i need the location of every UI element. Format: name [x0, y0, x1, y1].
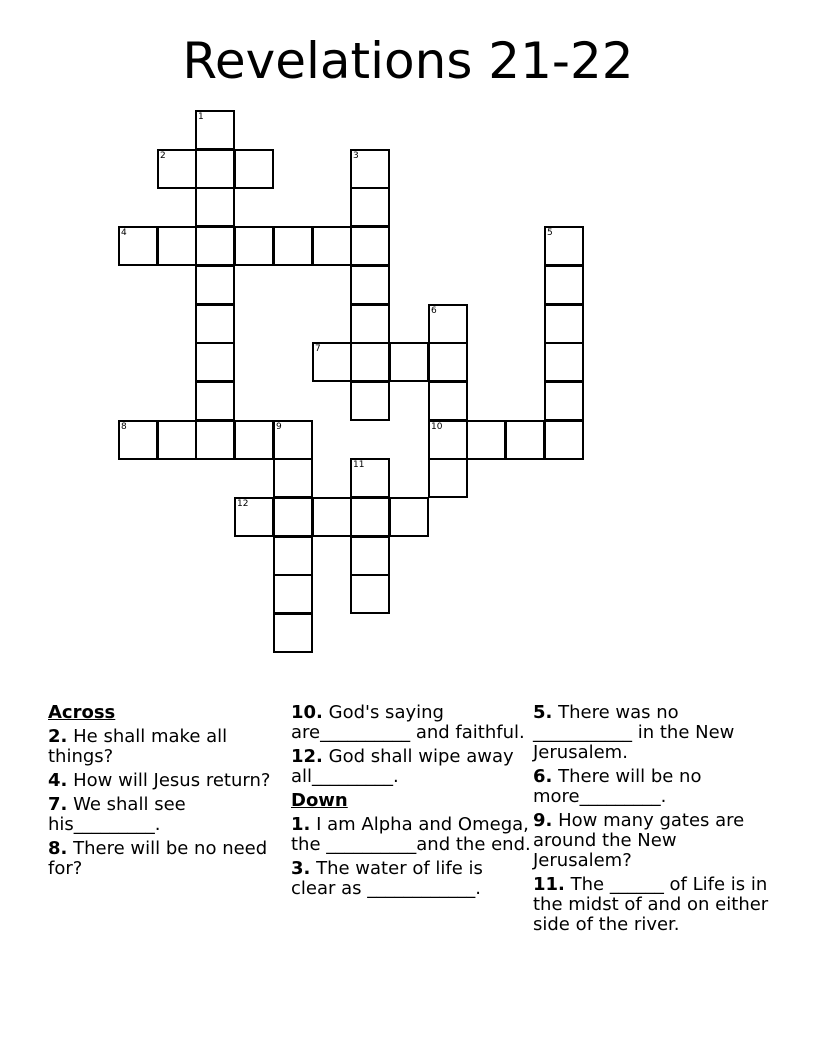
- clue-item-number: 11.: [533, 874, 565, 895]
- across-clues-list: [48, 727, 288, 879]
- grid-cell[interactable]: [544, 304, 584, 344]
- down-heading: Down: [291, 790, 348, 811]
- grid-cell[interactable]: [273, 536, 313, 576]
- grid-cell[interactable]: [350, 265, 390, 305]
- grid-cell-2[interactable]: [157, 149, 197, 189]
- grid-cell[interactable]: [273, 497, 313, 537]
- grid-cell[interactable]: [195, 381, 235, 421]
- grid-cell[interactable]: [350, 304, 390, 344]
- grid-cell[interactable]: [428, 381, 468, 421]
- clue-item-number: 2.: [48, 726, 68, 747]
- grid-cell[interactable]: [350, 536, 390, 576]
- grid-cell[interactable]: [312, 497, 352, 537]
- clue-item-number: 5.: [533, 702, 553, 723]
- clue-item: [291, 703, 531, 743]
- clue-item: [533, 811, 773, 871]
- grid-cell-4[interactable]: [118, 226, 158, 266]
- clue-item: [291, 859, 531, 899]
- grid-cell[interactable]: [544, 342, 584, 382]
- grid-cell-1[interactable]: [195, 110, 235, 150]
- clue-item-text: There will be no need for?: [48, 838, 268, 879]
- grid-cell[interactable]: [195, 304, 235, 344]
- clues-column-2: [291, 703, 531, 903]
- clue-item-text: How many gates are around the New Jerusalem?: [533, 810, 745, 871]
- clue-item-text: The water of life is clear as ____________.: [291, 858, 483, 899]
- grid-cell[interactable]: [273, 574, 313, 614]
- clue-item: [533, 767, 773, 807]
- grid-cell[interactable]: [157, 420, 197, 460]
- grid-cell[interactable]: [505, 420, 545, 460]
- clue-item: [48, 795, 288, 835]
- grid-cell[interactable]: [428, 458, 468, 498]
- clue-number: 2: [160, 151, 166, 161]
- clue-item-number: 3.: [291, 858, 311, 879]
- clue-number: 3: [353, 151, 359, 161]
- clue-item: [291, 815, 531, 855]
- clue-item-number: 9.: [533, 810, 553, 831]
- grid-cell[interactable]: [195, 226, 235, 266]
- grid-cell-8[interactable]: [118, 420, 158, 460]
- clue-item-text: He shall make all things?: [48, 726, 228, 767]
- grid-cell[interactable]: [234, 226, 274, 266]
- clue-number: 7: [315, 344, 321, 354]
- grid-cell-6[interactable]: [428, 304, 468, 344]
- clue-item: [291, 747, 531, 787]
- grid-cell[interactable]: [273, 458, 313, 498]
- grid-cell[interactable]: [544, 381, 584, 421]
- grid-cell[interactable]: [350, 574, 390, 614]
- clue-item-text: God shall wipe away all_________.: [291, 746, 514, 787]
- clue-number: 8: [121, 422, 127, 432]
- grid-cell[interactable]: [428, 342, 468, 382]
- grid-cell-11[interactable]: [350, 458, 390, 498]
- clue-item: [48, 727, 288, 767]
- clue-item-text: We shall see his_________.: [48, 794, 186, 835]
- clues-column-1: [48, 703, 288, 883]
- clue-number: 10: [431, 422, 443, 432]
- grid-cell[interactable]: [544, 420, 584, 460]
- grid-cell[interactable]: [350, 342, 390, 382]
- grid-cell[interactable]: [350, 381, 390, 421]
- clue-item: [533, 875, 773, 935]
- grid-cell[interactable]: [466, 420, 506, 460]
- clue-item: [533, 703, 773, 763]
- grid-cell-9[interactable]: [273, 420, 313, 460]
- grid-cell-12[interactable]: [234, 497, 274, 537]
- grid-cell[interactable]: [195, 187, 235, 227]
- across-clues-list-continued: [291, 703, 531, 787]
- grid-cell[interactable]: [195, 342, 235, 382]
- clue-item-text: God's saying are__________ and faithful.: [291, 702, 525, 743]
- clue-item-number: 8.: [48, 838, 68, 859]
- clue-item-number: 10.: [291, 702, 323, 723]
- grid-cell[interactable]: [234, 420, 274, 460]
- grid-cell[interactable]: [234, 149, 274, 189]
- puzzle-title: Revelations 21-22: [182, 32, 634, 90]
- clue-item-number: 12.: [291, 746, 323, 767]
- clue-number: 6: [431, 306, 437, 316]
- down-clues-list-continued: [533, 703, 773, 935]
- grid-cell[interactable]: [273, 613, 313, 653]
- clue-number: 11: [353, 460, 365, 470]
- clue-item-number: 1.: [291, 814, 311, 835]
- clue-item-text: The ______ of Life is in the midst of and on either side of the river.: [533, 874, 769, 935]
- grid-cell[interactable]: [389, 497, 429, 537]
- clue-item: [48, 839, 288, 879]
- grid-cell[interactable]: [312, 226, 352, 266]
- grid-cell[interactable]: [350, 226, 390, 266]
- grid-cell[interactable]: [389, 342, 429, 382]
- clue-item-text: I am Alpha and Omega, the __________and the end.: [291, 814, 531, 855]
- across-heading: Across: [48, 702, 116, 723]
- grid-cell[interactable]: [195, 420, 235, 460]
- grid-cell-3[interactable]: [350, 149, 390, 189]
- clue-item-text: There will be no more_________.: [533, 766, 702, 807]
- clue-item: [48, 771, 288, 791]
- clue-number: 1: [198, 112, 204, 122]
- clue-item-number: 4.: [48, 770, 68, 791]
- clue-item-text: There was no ___________ in the New Jerusalem.: [533, 702, 735, 763]
- grid-cell[interactable]: [350, 187, 390, 227]
- grid-cell-5[interactable]: [544, 226, 584, 266]
- grid-cell[interactable]: [157, 226, 197, 266]
- grid-cell[interactable]: [195, 265, 235, 305]
- clue-item-number: 7.: [48, 794, 68, 815]
- clue-item-text: How will Jesus return?: [73, 770, 271, 791]
- grid-cell-10[interactable]: [428, 420, 468, 460]
- grid-cell[interactable]: [195, 149, 235, 189]
- down-clues-list: [291, 815, 531, 899]
- clue-number: 12: [237, 499, 249, 509]
- clue-number: 4: [121, 228, 127, 238]
- clue-number: 5: [547, 228, 553, 238]
- clue-item-number: 6.: [533, 766, 553, 787]
- clue-number: 9: [276, 422, 282, 432]
- grid-cell[interactable]: [544, 265, 584, 305]
- clues-column-3: [533, 703, 773, 939]
- grid-cell-7[interactable]: [312, 342, 352, 382]
- grid-cell[interactable]: [273, 226, 313, 266]
- grid-cell[interactable]: [350, 497, 390, 537]
